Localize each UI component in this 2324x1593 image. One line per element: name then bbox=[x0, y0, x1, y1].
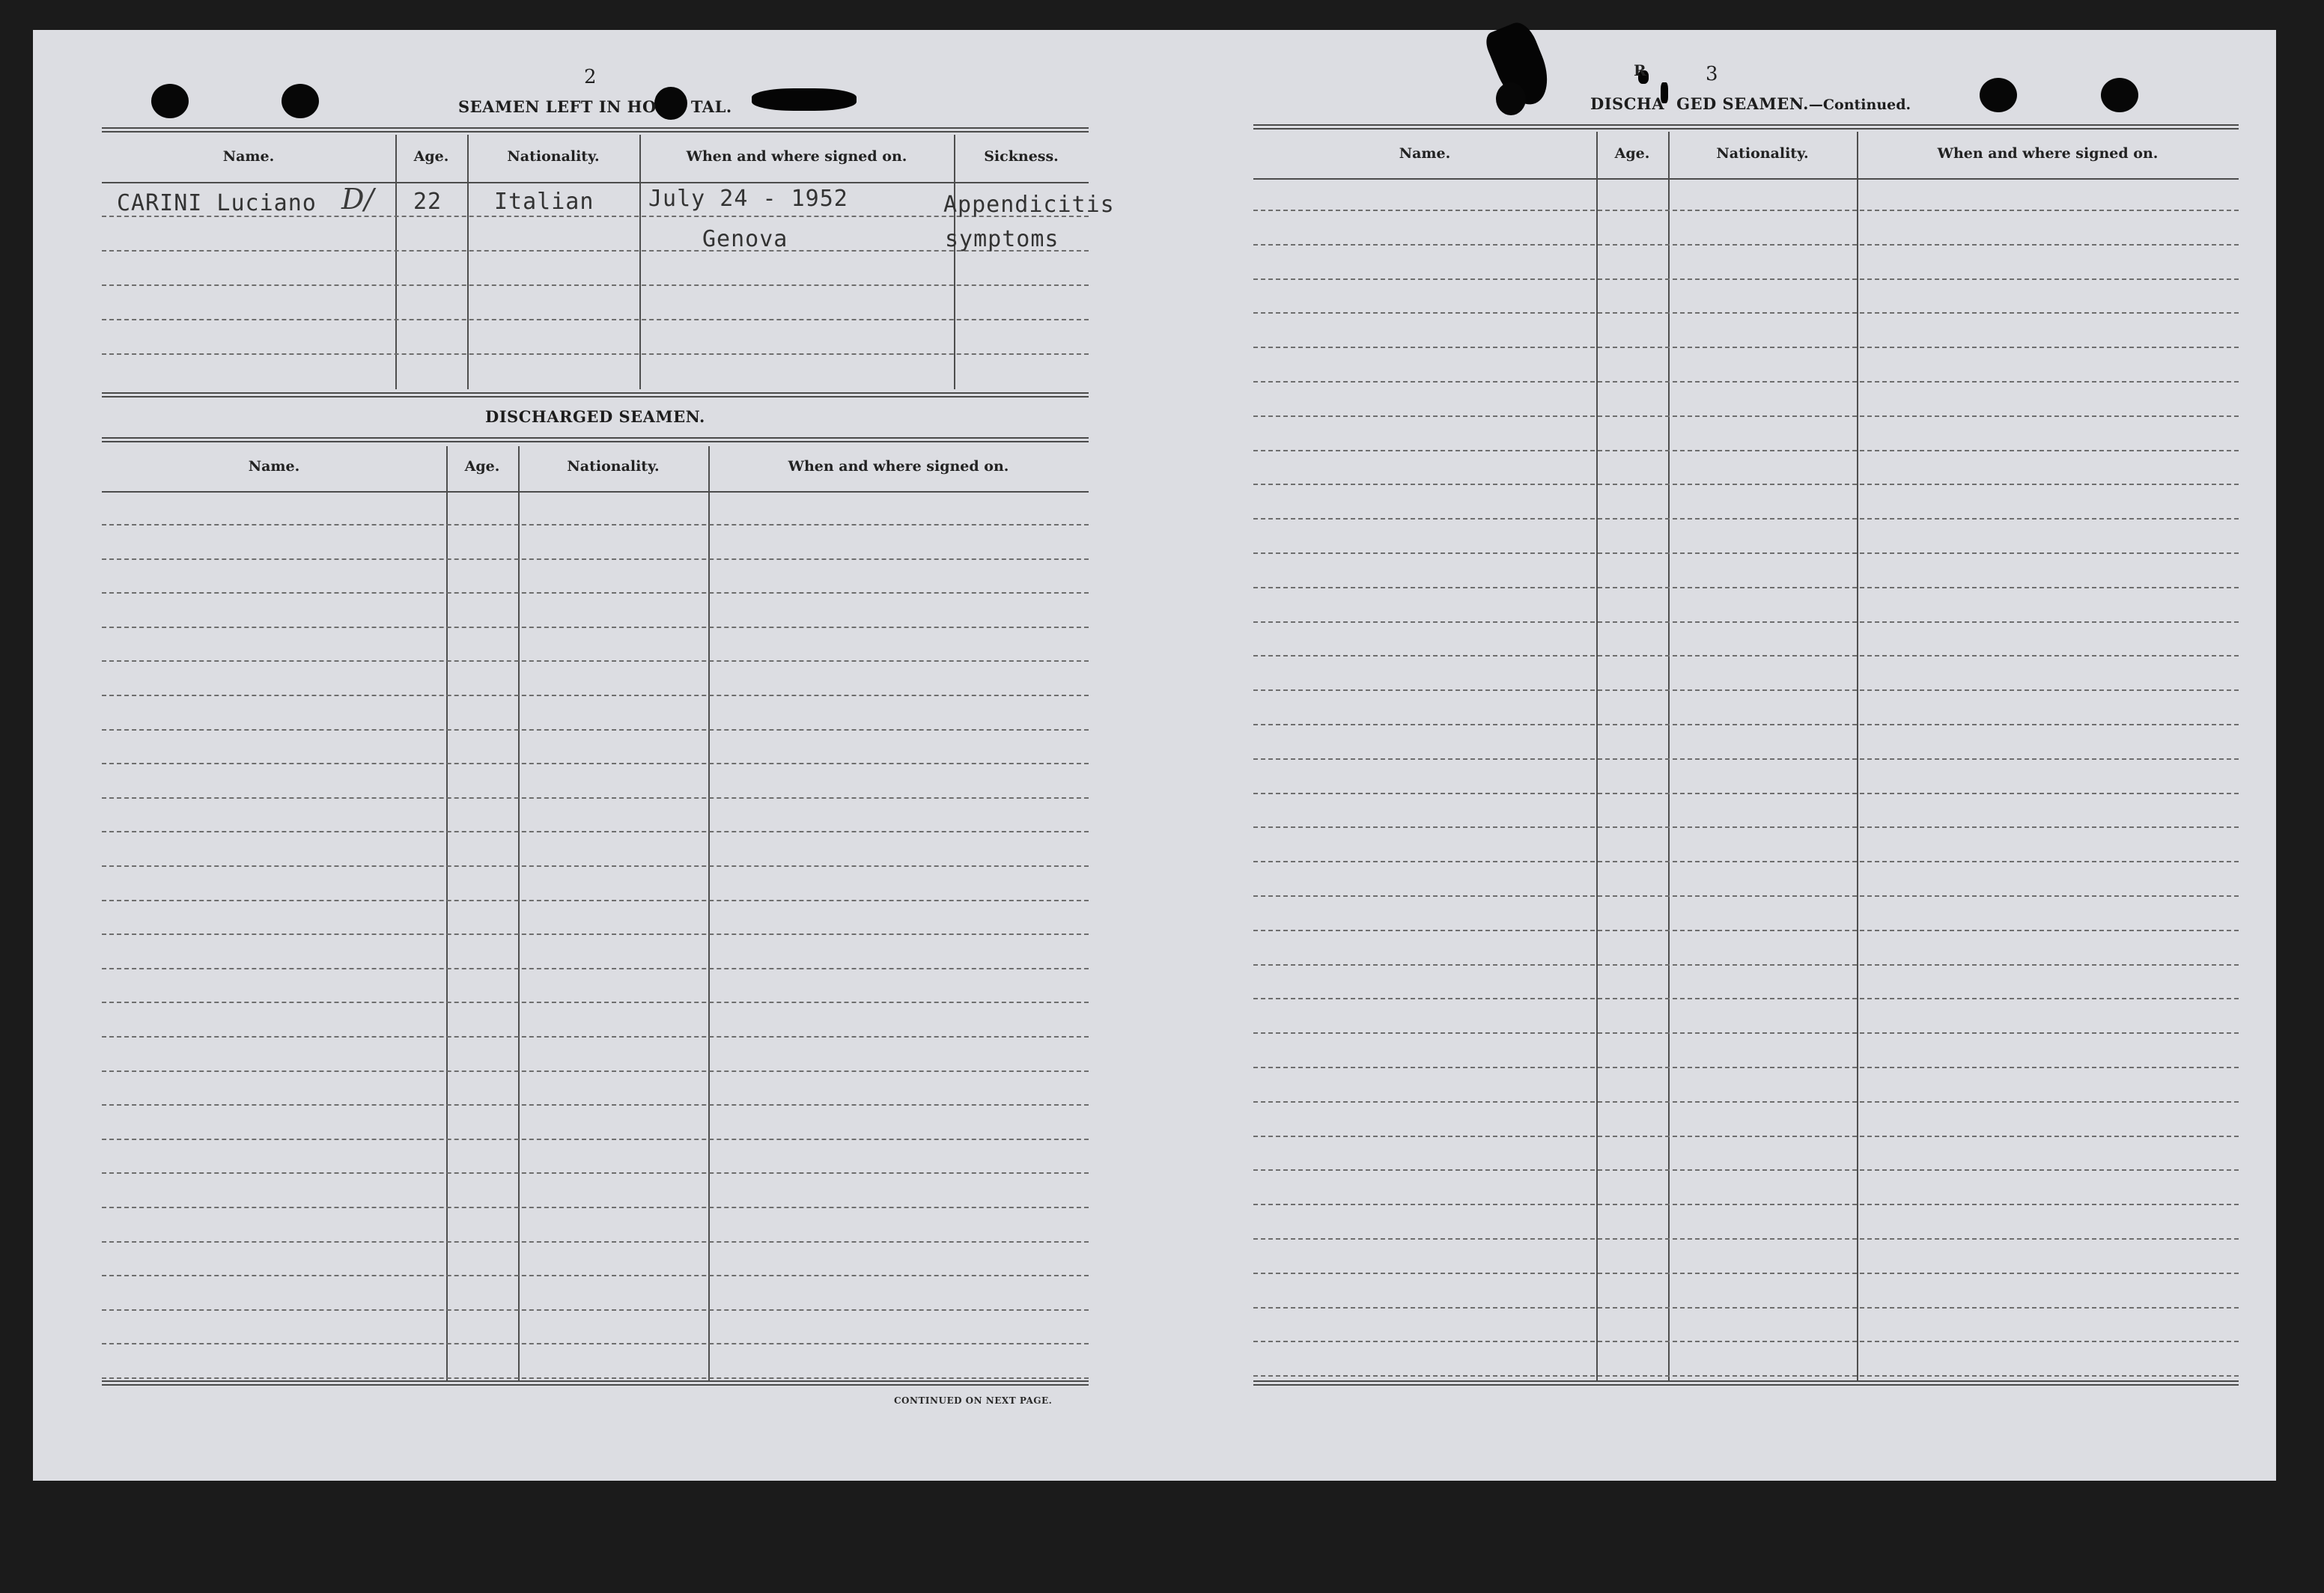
row-line bbox=[102, 729, 1089, 731]
row-line bbox=[1253, 484, 2239, 485]
header-rule bbox=[1253, 178, 2239, 180]
row-line bbox=[1253, 1032, 2239, 1034]
row-line bbox=[1253, 655, 2239, 657]
row-line bbox=[102, 1002, 1089, 1003]
row-line bbox=[102, 1139, 1089, 1140]
row-line bbox=[1253, 758, 2239, 760]
row-line bbox=[102, 763, 1089, 764]
row-line bbox=[102, 558, 1089, 560]
column-divider bbox=[954, 135, 955, 389]
row-line bbox=[1253, 312, 2239, 314]
row-line bbox=[102, 627, 1089, 628]
punch-hole bbox=[1980, 78, 2017, 112]
column-divider bbox=[1857, 132, 1858, 1382]
row-line bbox=[1253, 381, 2239, 383]
row-line bbox=[102, 353, 1089, 355]
col-header-age: Age. bbox=[1614, 145, 1650, 162]
header-rule bbox=[102, 182, 1089, 183]
entry-name: CARINI Luciano bbox=[117, 190, 317, 216]
table-bottom-rule bbox=[1253, 1380, 2239, 1386]
entry-age: 22 bbox=[413, 189, 442, 215]
entry-signed-on-date: July 24 - 1952 bbox=[648, 186, 848, 212]
row-line bbox=[102, 524, 1089, 526]
ink-blot bbox=[752, 88, 857, 111]
row-line bbox=[102, 933, 1089, 935]
title-start: DISCHA bbox=[1590, 94, 1665, 113]
row-line bbox=[1253, 518, 2239, 520]
row-line bbox=[1253, 793, 2239, 794]
title-end: GED SEAMEN. bbox=[1676, 94, 1809, 113]
row-line bbox=[102, 865, 1089, 867]
row-line bbox=[1253, 278, 2239, 280]
row-line bbox=[1253, 1307, 2239, 1309]
row-line bbox=[1253, 930, 2239, 931]
row-line bbox=[1253, 724, 2239, 725]
header-rule bbox=[102, 491, 1089, 493]
col-header-sickness: Sickness. bbox=[984, 148, 1059, 165]
row-line bbox=[1253, 861, 2239, 862]
row-line bbox=[102, 1241, 1089, 1243]
row-line bbox=[1253, 998, 2239, 999]
continued-note: CONTINUED ON NEXT PAGE. bbox=[894, 1395, 1053, 1406]
col-header-age: Age. bbox=[413, 148, 449, 165]
right-page bbox=[1186, 30, 2276, 1481]
col-header-name: Name. bbox=[248, 458, 300, 475]
col-header-age: Age. bbox=[464, 458, 500, 475]
row-line bbox=[1253, 1204, 2239, 1205]
row-line bbox=[1253, 1238, 2239, 1240]
table-top-rule bbox=[1253, 124, 2239, 130]
discharged-continued-title bbox=[1590, 94, 1911, 113]
col-header-signed-on: When and where signed on. bbox=[788, 458, 1009, 475]
column-divider bbox=[1668, 132, 1670, 1382]
entry-nationality: Italian bbox=[494, 189, 594, 215]
section-rule bbox=[102, 392, 1089, 398]
row-line bbox=[1253, 1136, 2239, 1137]
table-bottom-rule bbox=[102, 1380, 1089, 1386]
row-line bbox=[102, 1172, 1089, 1174]
hospital-title-start: SEAMEN LEFT IN HO bbox=[458, 97, 657, 116]
row-line bbox=[102, 284, 1089, 286]
entry-signed-on-place: Genova bbox=[702, 226, 788, 252]
row-line bbox=[1253, 244, 2239, 246]
row-line bbox=[102, 831, 1089, 832]
col-header-nationality: Nationality. bbox=[1716, 145, 1809, 162]
col-header-nationality: Nationality. bbox=[567, 458, 660, 475]
row-line bbox=[102, 797, 1089, 799]
row-line bbox=[1253, 895, 2239, 897]
punch-hole bbox=[151, 84, 189, 118]
row-line bbox=[1253, 450, 2239, 451]
row-line bbox=[102, 250, 1089, 252]
title-continued: —Continued. bbox=[1808, 97, 1911, 113]
column-divider bbox=[639, 135, 641, 389]
row-line bbox=[1253, 1375, 2239, 1377]
corner-mark: R bbox=[1634, 61, 1646, 79]
row-line bbox=[1253, 587, 2239, 588]
col-header-name: Name. bbox=[1399, 145, 1451, 162]
entry-sickness-line1: Appendicitis bbox=[943, 192, 1115, 218]
row-line bbox=[102, 1070, 1089, 1072]
row-line bbox=[1253, 210, 2239, 211]
table-top-rule bbox=[102, 127, 1089, 133]
row-line bbox=[102, 1036, 1089, 1038]
row-line bbox=[102, 319, 1089, 320]
row-line bbox=[102, 968, 1089, 969]
punch-hole bbox=[2101, 78, 2138, 112]
row-line bbox=[102, 660, 1089, 662]
row-line bbox=[1253, 347, 2239, 348]
punch-hole bbox=[1496, 82, 1526, 115]
column-divider bbox=[1596, 132, 1598, 1382]
row-line bbox=[1253, 689, 2239, 691]
hospital-title-end: TAL. bbox=[690, 97, 732, 116]
row-line bbox=[1253, 1169, 2239, 1171]
row-line bbox=[1253, 621, 2239, 623]
row-line bbox=[1253, 964, 2239, 966]
col-header-signed-on: When and where signed on. bbox=[1937, 145, 2159, 162]
page-number: 3 bbox=[1706, 63, 1718, 85]
row-line bbox=[102, 1275, 1089, 1276]
row-line bbox=[102, 1377, 1089, 1379]
row-line bbox=[1253, 552, 2239, 554]
table-top-rule bbox=[102, 437, 1089, 442]
left-page bbox=[33, 30, 1141, 1481]
hospital-section-title bbox=[458, 97, 732, 116]
col-header-signed-on: When and where signed on. bbox=[686, 148, 907, 165]
row-line bbox=[102, 592, 1089, 594]
punch-hole bbox=[282, 84, 319, 118]
col-header-nationality: Nationality. bbox=[507, 148, 600, 165]
row-line bbox=[1253, 826, 2239, 828]
row-line bbox=[102, 695, 1089, 696]
column-divider bbox=[467, 135, 469, 389]
row-line bbox=[1253, 1273, 2239, 1274]
row-line bbox=[102, 1343, 1089, 1344]
entry-sickness-line2: symptoms bbox=[945, 226, 1059, 252]
row-line bbox=[1253, 1341, 2239, 1342]
row-line bbox=[102, 900, 1089, 901]
row-line bbox=[102, 1207, 1089, 1208]
row-line bbox=[102, 1104, 1089, 1106]
document-sheet bbox=[33, 30, 2276, 1481]
discharged-section-title: DISCHARGED SEAMEN. bbox=[485, 407, 705, 426]
row-line bbox=[1253, 1067, 2239, 1068]
row-line bbox=[1253, 415, 2239, 417]
entry-handwritten-mark: D/ bbox=[341, 183, 374, 216]
row-line bbox=[1253, 1101, 2239, 1103]
page-number: 2 bbox=[584, 66, 597, 88]
column-divider bbox=[395, 135, 397, 389]
col-header-name: Name. bbox=[222, 148, 275, 165]
row-line bbox=[102, 1309, 1089, 1311]
